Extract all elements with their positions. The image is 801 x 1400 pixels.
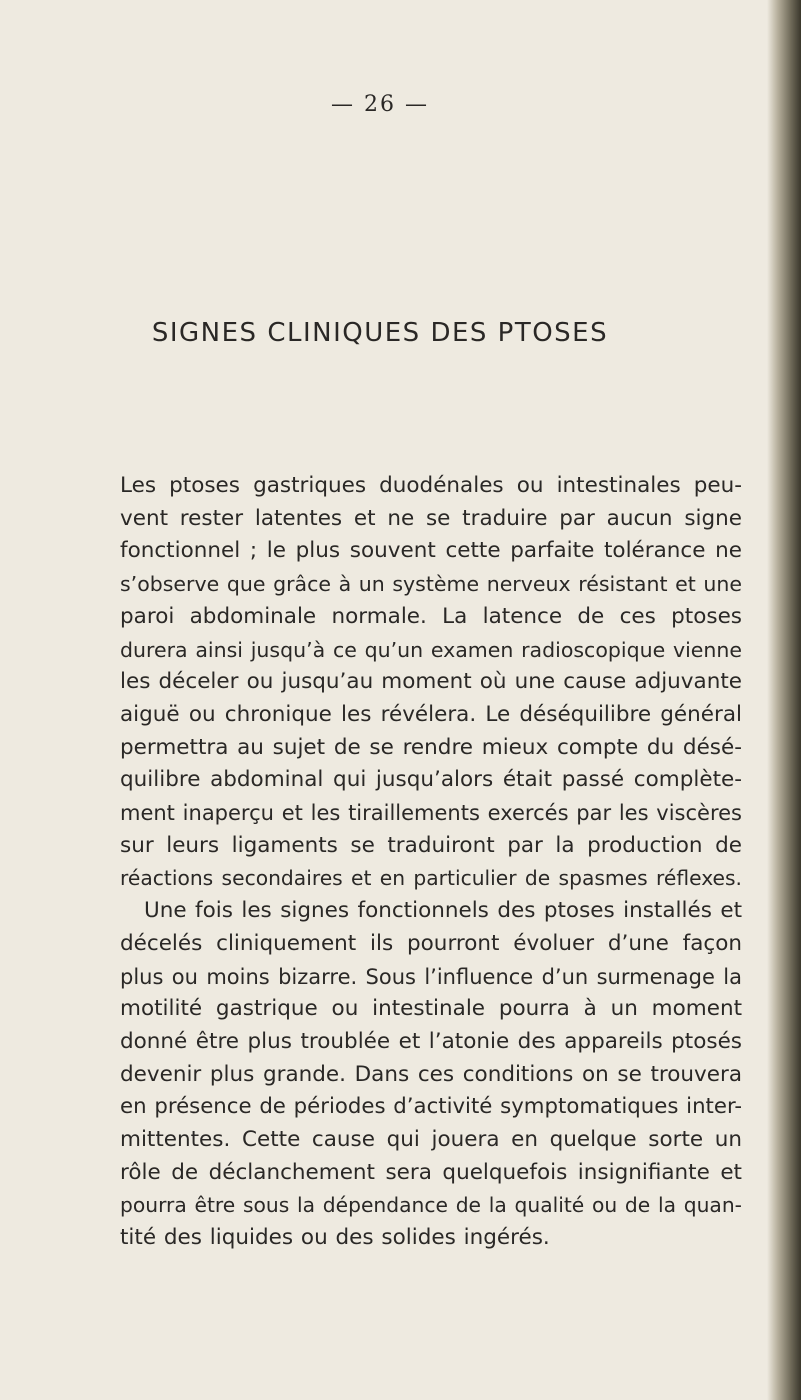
text-line: permettra au sujet de se rendre mieux compte du désé-: [120, 734, 742, 760]
text-line: rôle de déclanchement sera quelquefois insignifiante et: [120, 1159, 742, 1185]
text-line: Une fois les signes fonctionnels des ptoses installés et: [144, 898, 742, 924]
text-line: fonctionnel ; le plus souvent cette parfaite tolérance ne: [120, 538, 742, 564]
text-line: en présence de périodes d’activité symptomatiques inter-: [120, 1094, 742, 1120]
text-line: réactions secondaires et en particulier de spasmes réflexes.: [120, 866, 742, 891]
text-line: quilibre abdominal qui jusqu’alors était passé complète-: [120, 767, 742, 793]
text-line: vent rester latentes et ne se traduire par aucun signe: [120, 505, 742, 531]
text-line: les déceler ou jusqu’au moment où une cause adjuvante: [120, 669, 742, 695]
text-line: aiguë ou chronique les révélera. Le déséquilibre général: [120, 701, 742, 727]
page-title: SIGNES CLINIQUES DES PTOSES: [151, 318, 609, 348]
text-line: s’observe que grâce à un système nerveux résistant et une: [120, 572, 742, 597]
text-line: devenir plus grande. Dans ces conditions on se trouvera: [120, 1061, 742, 1087]
text-line: Les ptoses gastriques duodénales ou intestinales peu-: [120, 473, 742, 498]
text-line: sur leurs ligaments se traduiront par la production de: [120, 832, 742, 858]
text-line: décelés cliniquement ils pourront évoluer d’une façon: [120, 930, 742, 956]
text-line: plus ou moins bizarre. Sous l’influence d’un surmenage la: [120, 964, 742, 989]
text-line: motilité gastrique ou intestinale pourra à un moment: [120, 996, 742, 1022]
text-line: mittentes. Cette cause qui jouera en quelque sorte un: [120, 1127, 742, 1153]
text-line: durera ainsi jusqu’à ce qu’un examen radioscopique vienne: [120, 637, 742, 662]
text-line: paroi abdominale normale. La latence de ces ptoses: [120, 603, 742, 629]
text-line: tité des liquides ou des solides ingérés.: [120, 1225, 550, 1251]
body-text: [120, 470, 742, 1255]
page-number: — 26 —: [331, 92, 429, 117]
text-line: ment inaperçu et les tiraillements exercés par les viscères: [120, 801, 742, 826]
page-edge-shadow: [767, 0, 801, 1400]
text-line: donné être plus troublée et l’atonie des appareils ptosés: [120, 1028, 742, 1054]
text-line: pourra être sous la dépendance de la qualité ou de la quan-: [120, 1193, 742, 1218]
